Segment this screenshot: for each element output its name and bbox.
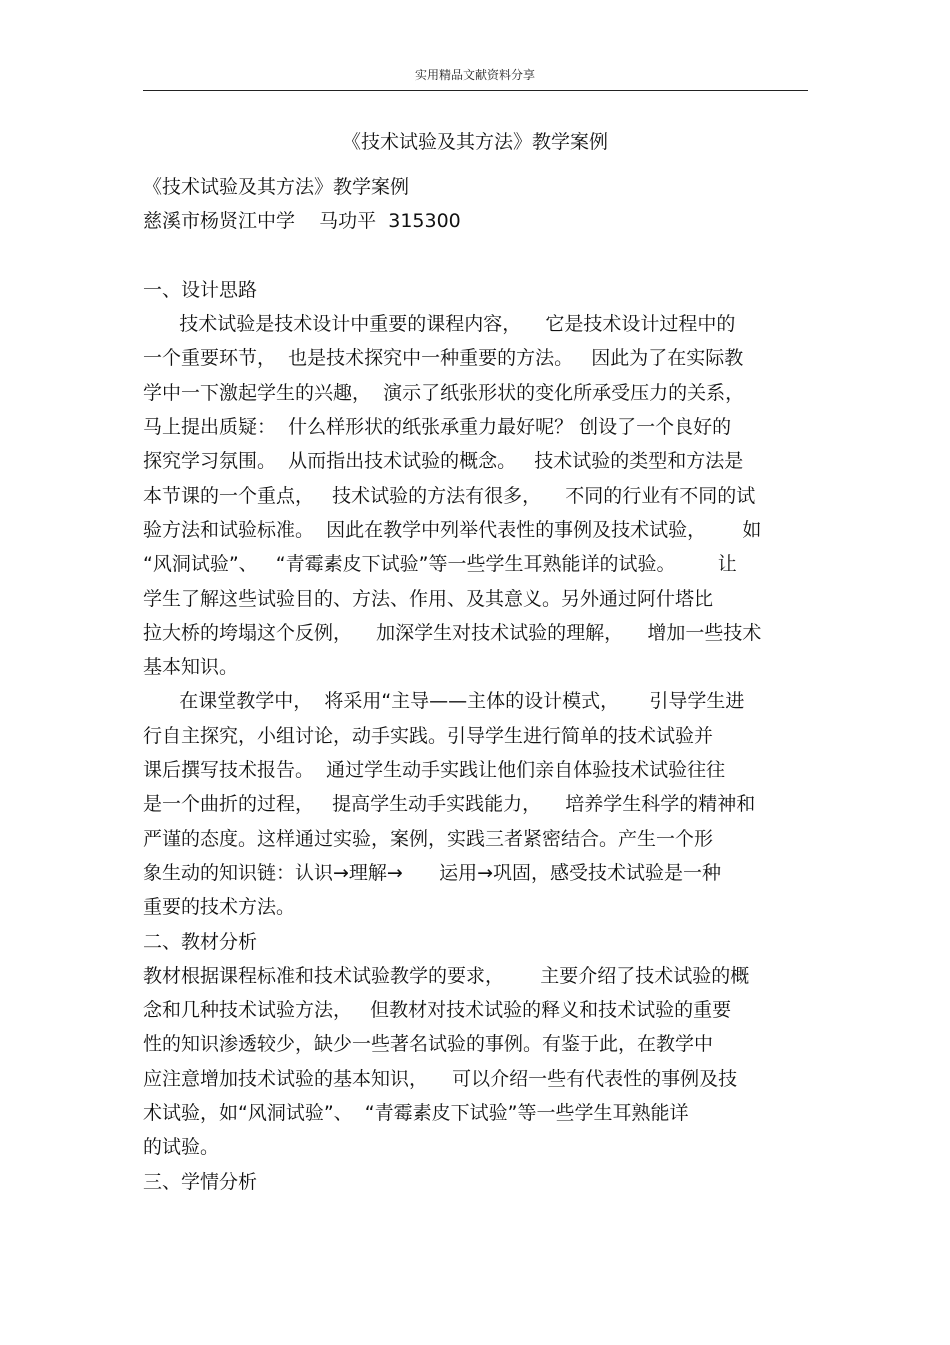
body-line: 技术试验是技术设计中重要的课程内容， 它是技术设计过程中的: [143, 313, 736, 336]
body-line: 《技术试验及其方法》教学案例: [143, 176, 410, 198]
body-line: 拉大桥的垮塌这个反例， 加深学生对技术试验的理解， 增加一些技术: [143, 621, 762, 644]
body-line: 基本知识。: [143, 656, 239, 679]
body-line: 应注意增加技术试验的基本知识， 可以介绍一些有代表性的事例及技: [143, 1067, 738, 1090]
body-line: “风洞试验”、 “青霉素皮下试验”等一些学生耳熟能详的试验。 让: [143, 553, 737, 576]
body-line: 本节课的一个重点， 技术试验的方法有很多， 不同的行业有不同的试: [143, 484, 756, 507]
section-heading: 一、设计思路: [143, 278, 258, 301]
body-line: 重要的技术方法。: [143, 896, 296, 919]
body-line: 念和几种技术试验方法， 但教材对技术试验的释义和技术试验的重要: [143, 999, 732, 1022]
body-line: 在课堂教学中， 将采用“主导——主体的设计模式， 引导学生进: [143, 690, 745, 713]
body-line: 学生了解这些试验目的、方法、作用、及其意义。另外通过阿什塔比: [143, 587, 714, 610]
header-divider: [143, 90, 808, 91]
document-body: [143, 170, 808, 1199]
body-line: 行自主探究，小组讨论，动手实践。引导学生进行简单的技术试验并: [143, 724, 714, 747]
document-title: 《技术试验及其方法》教学案例: [341, 131, 608, 153]
body-line: 课后撰写技术报告。 通过学生动手实践让他们亲自体验技术试验往往: [143, 759, 726, 782]
body-line: 学中一下激起学生的兴趣， 演示了纸张形状的变化所承受压力的关系，: [143, 381, 745, 404]
body-line: 一个重要环节， 也是技术探究中一种重要的方法。 因此为了在实际教: [143, 347, 744, 370]
body-line: 教材根据课程标准和技术试验教学的要求， 主要介绍了技术试验的概: [143, 964, 750, 987]
blank-line: [143, 239, 808, 273]
section-heading: 三、学情分析: [143, 1170, 258, 1193]
body-line: 性的知识渗透较少，缺少一些著名试验的事例。有鉴于此，在教学中: [143, 1033, 714, 1056]
body-line: 象生动的知识链：认识→理解→ 运用→巩固，感受技术试验是一种: [143, 861, 721, 884]
body-line: 的试验。: [143, 1136, 220, 1159]
body-line: 是一个曲折的过程， 提高学生动手实践能力， 培养学生科学的精神和: [143, 793, 756, 816]
section-heading: 二、教材分析: [143, 930, 258, 953]
body-line: 验方法和试验标准。 因此在教学中列举代表性的事例及技术试验， 如: [143, 518, 762, 541]
running-header: 实用精品文献资料分享: [414, 68, 535, 82]
body-line: 术试验，如“风洞试验”、 “青霉素皮下试验”等一些学生耳熟能详: [143, 1102, 689, 1125]
body-line: 探究学习氛围。 从而指出技术试验的概念。 技术试验的类型和方法是: [143, 450, 744, 473]
author-line: 慈溪市杨贤江中学 马功平 315300: [143, 210, 461, 233]
body-line: 严谨的态度。这样通过实验，案例，实践三者紧密结合。产生一个形: [143, 827, 714, 850]
body-line: 马上提出质疑： 什么样形状的纸张承重力最好呢？ 创设了一个良好的: [143, 416, 732, 439]
